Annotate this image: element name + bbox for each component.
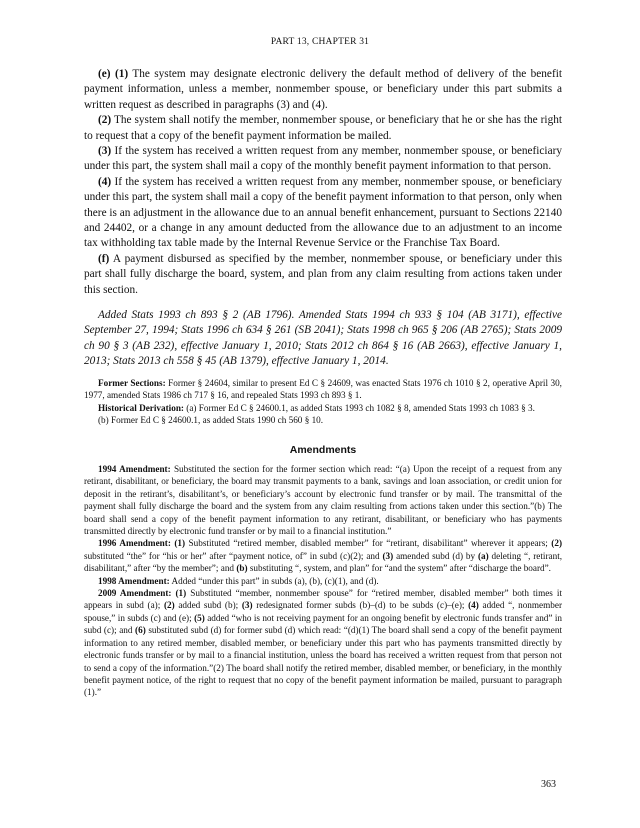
item-text: added “, nonmember spouse,” in subds (c) and (e);	[84, 600, 563, 623]
amendment-label: 1996 Amendment:	[98, 538, 171, 549]
amendment-text: Substituted the section for the former section which read: “(a) Upon the receipt of a request from any retirant, disabilitant, or beneficiary, the board may transmit payments to a bank, savings and loan association, or credit union for deposit in the retirant’s, disabilitant’s, or beneficiary’s account by electronic fund transfer or by mail. The transmittal of the payment shall fully discharge the board and the system from any claim resulting from actions taken under this section.”(b) The board shall send a copy of the benefit payment information to any retirant, disabilitant, or beneficiary who has payments transmitted directly by electronic fund transfer or by mail to a financial institution.”	[84, 464, 562, 537]
item-text: substituted “the” for “his or her” after “payment notice, of” in subd (c)(2); and	[84, 550, 380, 561]
item-text: added “who is not receiving payment for an ongoing benefit by electronic funds transfer and” in subd (c); and	[84, 612, 563, 636]
amendment-label: 1998 Amendment:	[98, 575, 170, 586]
page-number: 363	[541, 779, 556, 790]
item-number: (3)	[382, 550, 394, 561]
item-text: substituting “, system, and plan” for “and the system” after “discharge the board”.	[249, 563, 551, 574]
amendments-block	[84, 463, 562, 699]
amendment-text: Added “under this part” in subds (a), (b), (c)(1), and (d).	[171, 575, 379, 586]
item-number: (2)	[551, 538, 563, 549]
amendment-1996	[84, 537, 562, 574]
amendment-label: 1994 Amendment:	[98, 464, 171, 474]
item-number: (5)	[194, 612, 205, 623]
historical-derivation-b	[84, 414, 562, 426]
former-sections-note	[84, 377, 562, 402]
item-text: Substituted “retired member, disabled member” for “retirant, disabilitant” wherever it appears;	[188, 538, 548, 549]
subdivision-e-1	[84, 67, 562, 113]
note-label: Historical Derivation:	[98, 402, 184, 413]
paragraph-number: (3)	[98, 145, 112, 158]
item-number: (1)	[174, 538, 186, 549]
paragraph-text: The system may designate electronic delivery the default method of delivery of the benefit payment information, unless a member, nonmember spouse, or beneficiary under this part submits a written request as described in paragraphs (3) and (4).	[84, 68, 562, 111]
note-text: Former § 24604, similar to present Ed C § 24609, was enacted Stats 1976 ch 1010 § 2, operative April 30, 1977, amended Stats 1986 ch 717 § 16, and repealed Stats 1993 ch 893 § 1.	[84, 378, 562, 401]
note-text: (a) Former Ed C § 24600.1, as added Stats 1993 ch 1082 § 8, amended Stats 1993 ch 1083 § 3.	[186, 402, 535, 413]
amendment-2009	[84, 587, 562, 699]
item-text: Substituted “member, nonmember spouse” for “retired member, disabled member” both times it appears in subd (a);	[84, 588, 563, 611]
paragraph-text: The system shall notify the member, nonmember spouse, or beneficiary that he or she has the right to request that a copy of the benefit payment information be mailed.	[84, 114, 563, 142]
subdivision-e-2	[84, 113, 562, 144]
item-number: (a)	[477, 550, 489, 561]
paragraph-text: If the system has received a written request from any member, nonmember spouse, or beneficiary under this part, the system shall mail a copy of the monthly benefit payment information to that person.	[84, 145, 562, 173]
item-text: deleting “, retirant, disabilitant,” after “by the member”; and	[84, 550, 563, 574]
paragraph-number: (2)	[98, 114, 112, 127]
item-text: amended subd (d) by	[396, 550, 476, 561]
item-number: (b)	[236, 563, 248, 574]
historical-derivation-note	[84, 402, 562, 414]
paragraph-number: (1)	[114, 68, 129, 80]
item-number: (4)	[468, 600, 479, 611]
running-head: PART 13, CHAPTER 31	[270, 37, 370, 47]
notes-block	[84, 377, 562, 427]
subdivision-e-3	[84, 144, 562, 175]
paragraph-text: A payment disbursed as specified by the member, nonmember spouse, or beneficiary under this part shall fully discharge the board, system, and plan from any claim resulting from actions taken under this section.	[84, 252, 562, 296]
item-text: added subd (b);	[178, 600, 239, 611]
item-number: (6)	[135, 625, 146, 636]
subdivision-e-4	[84, 175, 562, 252]
subdivision-label: (e)	[98, 68, 111, 80]
amendment-label: 2009 Amendment:	[98, 588, 172, 599]
subdivision-label: (f)	[98, 252, 110, 265]
legislative-history: Added Stats 1993 ch 893 § 2 (AB 1796). Amended Stats 1994 ch 933 § 104 (AB 3171), effective September 27, 1994; Stats 1996 ch 634 § 261 (SB 2041); Stats 1998 ch 965 § 206 (AB 2765); Stats 2009 ch 90 § 3 (AB 232), effective January 1, 2010; Stats 2012 ch 864 § 16 (AB 2663), effective January 1, 2013; Stats 2013 ch 558 § 45 (AB 1379), effective January 1, 2014.	[84, 309, 562, 368]
amendment-1998	[84, 575, 562, 587]
item-number: (1)	[175, 588, 187, 599]
amendments-heading: Amendments	[289, 444, 357, 456]
item-number: (2)	[163, 600, 175, 611]
note-text: (b) Former Ed C § 24600.1, as added Stats 1990 ch 560 § 10.	[98, 415, 324, 426]
paragraph-number: (4)	[98, 175, 112, 188]
subdivision-f	[84, 252, 562, 298]
note-label: Former Sections:	[98, 378, 166, 388]
amendment-1994	[84, 463, 562, 537]
statute-text	[84, 67, 562, 298]
paragraph-text: If the system has received a written request from any member, nonmember spouse, or beneficiary under this part, the system shall mail a copy of the benefit payment information to that person, only when there is an adjustment in the allowance due to an annual benefit enhancement, pursuant to Sections 22140 and 24402, or a change in any amount deducted from the allowance due to an adjustment to an income tax withholding tax table made by the Internal Revenue Service or the Franchise Tax Board.	[84, 175, 562, 250]
item-text: redesignated former subds (b)–(d) to be subds (c)–(e);	[256, 600, 465, 611]
item-number: (3)	[241, 600, 253, 611]
item-text: substituted subd (d) for former subd (d) which read: “(d)(1) The board shall send a copy of the benefit payment information to any retired member, disabled member, or beneficiary under this part who has payments transmitted directly by electronic funds transfer or by mail to a financial institution, unless the board has received a written request from that person not to send a copy of the information.”(2) The board shall notify the retired member, disabled member, or beneficiary, in the monthly benefit payment notice, of the right to request that no copy of the benefit payment information be mailed, pursuant to paragraph (1).”	[84, 625, 563, 698]
